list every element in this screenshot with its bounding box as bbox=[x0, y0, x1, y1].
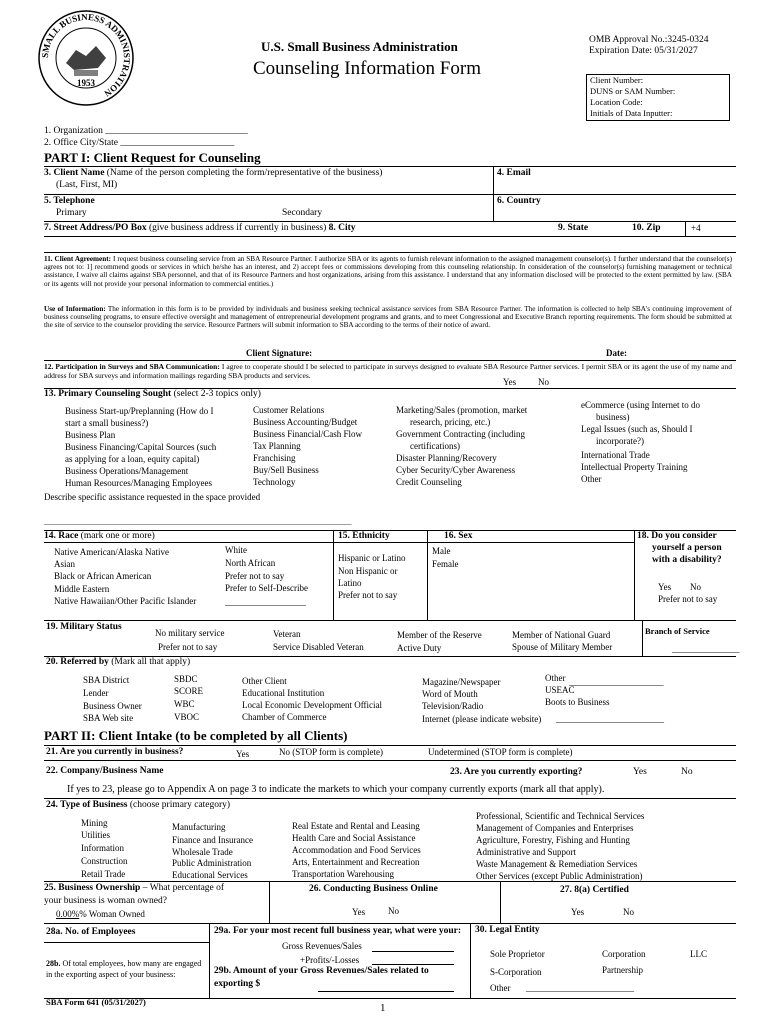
online-no[interactable]: No bbox=[388, 906, 399, 916]
military-heading: 19. Military Status bbox=[46, 622, 122, 632]
export-employees-field[interactable]: 28b. Of total employees, how many are engaged in the exporting aspect of your business: bbox=[46, 959, 202, 979]
appendix-instruction: If yes to 23, please go to Appendix A on page 3 to indicate the markets to which your company currently exports (mark all that apply). bbox=[67, 784, 605, 795]
profits-losses-field[interactable]: +Profits/-Losses bbox=[300, 955, 360, 965]
ref-other-line[interactable]: _____________________ bbox=[569, 677, 664, 687]
ref-sba-website[interactable]: SBA Web site bbox=[83, 713, 134, 723]
military-active-duty[interactable]: Active Duty bbox=[397, 643, 442, 653]
topic-operations[interactable]: Business Operations/Management bbox=[65, 466, 189, 476]
employees-field[interactable]: 28a. No. of Employees bbox=[46, 927, 136, 937]
8a-heading: 27. 8(a) Certified bbox=[560, 885, 629, 895]
biz-information[interactable]: Information bbox=[81, 843, 124, 853]
topic-other[interactable]: Other bbox=[581, 474, 602, 484]
referred-by-heading: 20. Referred by (Mark all that apply) bbox=[46, 657, 191, 667]
sex-heading: 16. Sex bbox=[444, 531, 473, 541]
client-name-label[interactable]: 3. Client Name (Name of the person completing the form/representative of the business) bbox=[44, 168, 383, 178]
biz-manufacturing[interactable]: Manufacturing bbox=[172, 822, 226, 832]
svg-text:SMALL BUSINESS ADMINISTRATION: SMALL BUSINESS ADMINISTRATION bbox=[39, 11, 133, 99]
woman-owned-value: 0.00% bbox=[56, 909, 80, 919]
biz-utilities[interactable]: Utilities bbox=[81, 830, 110, 840]
counseling-sought-heading: 13. Primary Counseling Sought (select 2-3 topics only) bbox=[44, 389, 261, 399]
initials-field[interactable]: Initials of Data Inputter: bbox=[590, 108, 673, 118]
signature-date-field[interactable]: Date: bbox=[606, 348, 627, 358]
topic-accounting[interactable]: Business Accounting/Budget bbox=[253, 417, 358, 427]
biz-professional[interactable]: Professional, Scientific and Technical Services bbox=[476, 811, 645, 821]
race-native-american[interactable]: Native American/Alaska Native bbox=[54, 547, 169, 557]
biz-agriculture[interactable]: Agriculture, Forestry, Fishing and Hunting bbox=[476, 835, 630, 845]
ref-internet-line[interactable]: ________________________ bbox=[556, 714, 664, 724]
topic-startup[interactable]: Business Start-up/Preplanning (How do I bbox=[65, 406, 214, 416]
ref-chamber[interactable]: Chamber of Commerce bbox=[242, 712, 327, 722]
military-disabled-veteran[interactable]: Service Disabled Veteran bbox=[273, 642, 364, 652]
biz-retail[interactable]: Retail Trade bbox=[81, 869, 126, 879]
sba-seal-logo bbox=[36, 8, 136, 108]
biz-finance[interactable]: Finance and Insurance bbox=[172, 835, 253, 845]
disability-yes[interactable]: Yes bbox=[658, 582, 672, 592]
biz-other-services[interactable]: Other Services (except Public Administration) bbox=[476, 871, 643, 881]
form-title: Counseling Information Form bbox=[253, 58, 481, 79]
topic-legal-cont: incorporate?) bbox=[596, 436, 644, 446]
country-field[interactable]: 6. Country bbox=[497, 196, 541, 206]
online-yes[interactable]: Yes bbox=[352, 907, 366, 917]
race-self-describe[interactable]: Prefer to Self-Describe bbox=[225, 583, 308, 593]
topic-cyber[interactable]: Cyber Security/Cyber Awareness bbox=[396, 465, 516, 475]
ref-other-client[interactable]: Other Client bbox=[242, 676, 287, 686]
svg-text:1953: 1953 bbox=[77, 78, 95, 88]
describe-assistance: Describe specific assistance requested in the space provided bbox=[44, 492, 261, 502]
biz-real-estate[interactable]: Real Estate and Rental and Leasing bbox=[292, 821, 420, 831]
ref-score[interactable]: SCORE bbox=[174, 686, 204, 696]
ethnicity-non-hispanic-cont: Latino bbox=[338, 578, 362, 588]
topic-human-resources[interactable]: Human Resources/Managing Employees bbox=[65, 478, 212, 488]
topic-gov-contracting-cont: certifications) bbox=[410, 441, 460, 451]
in-business-undetermined[interactable]: Undetermined (STOP form is complete) bbox=[428, 747, 573, 757]
ownership-heading-cont: your business is woman owned? bbox=[44, 896, 167, 906]
race-white[interactable]: White bbox=[225, 545, 247, 555]
email-field[interactable]: 4. Email bbox=[497, 168, 531, 178]
biz-wholesale[interactable]: Wholesale Trade bbox=[172, 847, 233, 857]
military-none[interactable]: No military service bbox=[155, 628, 225, 638]
survey-yes-option[interactable]: Yes bbox=[503, 377, 517, 387]
military-prefer-not[interactable]: Prefer not to say bbox=[158, 642, 218, 652]
disability-prefer-not[interactable]: Prefer not to say bbox=[658, 594, 718, 604]
street-address-field[interactable]: 7. Street Address/PO Box (give business address if currently in business) 8. City bbox=[44, 223, 356, 233]
omb-approval: OMB Approval No.:3245-0324 bbox=[589, 35, 709, 45]
ethnicity-prefer-not[interactable]: Prefer not to say bbox=[338, 590, 398, 600]
client-agreement: 11. Client Agreement: I request business counseling service from an SBA Resource Partner. I authorize SBA or its agents to furnish relevant information to the assigned management counselor(s). I further understand that the counselor(s) agrees not to: 1] recommend goods or services in which he/she has an interest, and 2) accept fees or commissions developing from this counseling relationship. In consideration of the counselor(s) furnishing management or technical assistance, I waive all claims against SBA personnel, and that of its Resource Partners and host organizations, arising from this assistance. I understand that any information disclosed will be protected to the extent permitted by law. (SBA or its agents will not provide your personal information to commercial entities.) bbox=[44, 255, 733, 288]
ethnicity-heading: 15. Ethnicity bbox=[338, 531, 390, 541]
in-business-question: 21. Are you currently in business? bbox=[46, 747, 184, 757]
ethnicity-hispanic[interactable]: Hispanic or Latino bbox=[338, 553, 406, 563]
topic-startup-cont: start a small business?) bbox=[65, 418, 149, 428]
biz-arts[interactable]: Arts, Entertainment and Recreation bbox=[292, 857, 420, 867]
topic-financing[interactable]: Business Financing/Capital Sources (such bbox=[65, 442, 217, 452]
topic-buy-sell[interactable]: Buy/Sell Business bbox=[253, 465, 319, 475]
topic-business-plan[interactable]: Business Plan bbox=[65, 430, 116, 440]
topic-tax-planning[interactable]: Tax Planning bbox=[253, 441, 301, 451]
gross-revenue-field[interactable]: Gross Revenues/Sales bbox=[282, 941, 362, 951]
business-type-heading: 24. Type of Business (choose primary category) bbox=[46, 800, 231, 810]
topic-ip-training[interactable]: Intellectual Property Training bbox=[581, 462, 688, 472]
branch-of-service: Branch of Service bbox=[645, 626, 710, 636]
sex-female[interactable]: Female bbox=[432, 559, 459, 569]
topic-financing-cont: as applying for a loan, equity capital) bbox=[65, 454, 200, 464]
exporting-yes[interactable]: Yes bbox=[633, 767, 647, 777]
biz-health-care[interactable]: Health Care and Social Assistance bbox=[292, 833, 416, 843]
survey-no-option[interactable]: No bbox=[538, 377, 549, 387]
exporting-question: 23. Are you currently exporting? bbox=[450, 767, 583, 777]
form-id: SBA Form 641 (05/31/2027) bbox=[46, 997, 146, 1007]
survey-participation: 12. Participation in Surveys and SBA Communication: I agree to cooperate should I be selected to participate in surveys designed to evaluate SBA Resource Partner services. I permit SBA or its agent the use of my name and address for SBA surveys and information mailings regarding SBA products and services. bbox=[44, 362, 732, 380]
state-field[interactable]: 9. State bbox=[558, 223, 589, 233]
race-north-african[interactable]: North African bbox=[225, 558, 276, 568]
ref-television[interactable]: Television/Radio bbox=[422, 701, 484, 711]
telephone-field[interactable]: 5. Telephone bbox=[44, 196, 95, 206]
race-heading: 14. Race (mark one or more) bbox=[44, 531, 155, 541]
topic-gov-contracting[interactable]: Government Contracting (including bbox=[396, 429, 525, 439]
military-reserve[interactable]: Member of the Reserve bbox=[397, 630, 482, 640]
exporting-no[interactable]: No bbox=[681, 767, 693, 777]
use-of-information: Use of Information: The information in this form is to be provided by individuals and business seeking technical assistance services from SBA Resource Partner. The information is collected to help SBA's continuing improvement of business counseling programs, to ensure effective oversight and management of entrepreneurial development programs and grants, and to meet Congressional and Executive Branch reporting requirements. The form should be submitted at the site of service to the counselor providing the service. Resource Partners will submit information to SBA according to the terms of their notice of award. bbox=[44, 305, 733, 330]
disability-heading-1: 18. Do you consider bbox=[637, 531, 717, 541]
biz-management[interactable]: Management of Companies and Enterprises bbox=[476, 823, 634, 833]
race-self-describe-line[interactable]: __________________ bbox=[225, 597, 306, 607]
race-pacific-islander[interactable]: Native Hawaiian/Other Pacific Islander bbox=[54, 596, 197, 606]
ownership-heading: 25. Business Ownership – What percentage of bbox=[44, 883, 225, 893]
biz-educational[interactable]: Educational Services bbox=[172, 870, 248, 880]
topic-marketing[interactable]: Marketing/Sales (promotion, market bbox=[396, 405, 528, 415]
expiration-date: Expiration Date: 05/31/2027 bbox=[589, 46, 698, 56]
zip-field[interactable]: 10. Zip bbox=[632, 223, 661, 233]
client-number-field[interactable]: Client Number: bbox=[590, 75, 644, 85]
disability-heading-3: with a disability? bbox=[652, 555, 722, 565]
legal-partnership[interactable]: Partnership bbox=[602, 965, 643, 975]
ref-boots[interactable]: Boots to Business bbox=[545, 697, 610, 707]
topic-disaster[interactable]: Disaster Planning/Recovery bbox=[396, 453, 497, 463]
topic-legal[interactable]: Legal Issues (such as, Should I bbox=[581, 424, 693, 434]
page-number: 1 bbox=[380, 1002, 386, 1014]
company-name-field[interactable]: 22. Company/Business Name bbox=[46, 766, 164, 776]
export-revenue-field[interactable]: 29b. Amount of your Gross Revenues/Sales related to exporting $ bbox=[214, 966, 429, 990]
ref-sba-district[interactable]: SBA District bbox=[83, 675, 130, 685]
ref-internet[interactable]: Internet (please indicate website) bbox=[422, 714, 542, 724]
legal-entity-heading: 30. Legal Entity bbox=[475, 925, 540, 935]
topic-customer-relations[interactable]: Customer Relations bbox=[253, 405, 325, 415]
topic-technology[interactable]: Technology bbox=[253, 477, 296, 487]
military-spouse[interactable]: Spouse of Military Member bbox=[512, 642, 613, 652]
military-national-guard[interactable]: Member of National Guard bbox=[512, 630, 611, 640]
legal-other-line[interactable]: ________________________ bbox=[526, 983, 634, 993]
biz-administrative[interactable]: Administrative and Support bbox=[476, 847, 576, 857]
legal-s-corporation[interactable]: S-Corporation bbox=[490, 967, 542, 977]
secondary-phone[interactable]: Secondary bbox=[282, 208, 323, 218]
ethnicity-non-hispanic[interactable]: Non Hispanic or bbox=[338, 566, 398, 576]
topic-marketing-cont: research, pricing, etc.) bbox=[410, 417, 491, 427]
duns-field[interactable]: DUNS or SAM Number: bbox=[590, 86, 676, 96]
branch-of-service-line[interactable]: _______________ bbox=[672, 644, 740, 654]
ref-magazine[interactable]: Magazine/Newspaper bbox=[422, 677, 501, 687]
primary-phone[interactable]: Primary bbox=[56, 208, 87, 218]
topic-ecommerce-cont: business) bbox=[596, 412, 630, 422]
8a-no[interactable]: No bbox=[623, 907, 634, 917]
biz-public-admin[interactable]: Public Administration bbox=[172, 858, 252, 868]
zip-plus4-field[interactable]: +4 bbox=[691, 223, 701, 233]
topic-franchising[interactable]: Franchising bbox=[253, 453, 296, 463]
ref-wbc[interactable]: WBC bbox=[174, 699, 195, 709]
military-veteran[interactable]: Veteran bbox=[273, 629, 301, 639]
agency-name: U.S. Small Business Administration bbox=[261, 39, 458, 54]
race-prefer-not[interactable]: Prefer not to say bbox=[225, 571, 285, 581]
topic-cash-flow[interactable]: Business Financial/Cash Flow bbox=[253, 429, 363, 439]
biz-mining[interactable]: Mining bbox=[81, 818, 108, 828]
8a-yes[interactable]: Yes bbox=[571, 907, 585, 917]
client-signature-field[interactable]: Client Signature: bbox=[246, 348, 313, 358]
race-black[interactable]: Black or African American bbox=[54, 571, 152, 581]
client-name-sub: (Last, First, MI) bbox=[56, 180, 118, 190]
race-middle-eastern[interactable]: Middle Eastern bbox=[54, 584, 110, 594]
part1-title: PART I: Client Request for Counseling bbox=[44, 150, 261, 165]
ref-useac[interactable]: USEAC bbox=[545, 685, 575, 695]
ref-vboc[interactable]: VBOC bbox=[174, 712, 200, 722]
topic-credit[interactable]: Credit Counseling bbox=[396, 477, 462, 487]
biz-waste[interactable]: Waste Management & Remediation Services bbox=[476, 859, 638, 869]
ref-economic-dev[interactable]: Local Economic Development Official bbox=[242, 700, 383, 710]
ref-lender[interactable]: Lender bbox=[83, 688, 109, 698]
disability-no[interactable]: No bbox=[690, 582, 701, 592]
race-asian[interactable]: Asian bbox=[54, 559, 75, 569]
legal-corporation[interactable]: Corporation bbox=[602, 949, 646, 959]
topic-ecommerce[interactable]: eCommerce (using Internet to do bbox=[581, 400, 700, 410]
ref-word-of-mouth[interactable]: Word of Mouth bbox=[422, 689, 478, 699]
ref-business-owner[interactable]: Business Owner bbox=[83, 701, 142, 711]
online-heading: 26. Conducting Business Online bbox=[309, 884, 438, 894]
office-field[interactable]: 2. Office City/State ________________________ bbox=[44, 138, 235, 148]
topic-international[interactable]: International Trade bbox=[581, 450, 650, 460]
legal-other[interactable]: Other bbox=[490, 983, 511, 993]
part2-title: PART II: Client Intake (to be completed by all Clients) bbox=[44, 728, 348, 743]
biz-construction[interactable]: Construction bbox=[81, 856, 128, 866]
sex-male[interactable]: Male bbox=[432, 546, 451, 556]
disability-heading-2: yourself a person bbox=[652, 543, 722, 553]
in-business-yes[interactable]: Yes bbox=[236, 749, 250, 759]
describe-input-line[interactable]: ________________________________________________________________________________________________ bbox=[44, 518, 352, 526]
legal-llc[interactable]: LLC bbox=[690, 949, 707, 959]
biz-transportation[interactable]: Transportation Warehousing bbox=[292, 869, 395, 879]
ref-sbdc[interactable]: SBDC bbox=[174, 674, 198, 684]
biz-accommodation[interactable]: Accommodation and Food Services bbox=[292, 845, 421, 855]
location-code-field[interactable]: Location Code: bbox=[590, 97, 643, 107]
ref-educational[interactable]: Educational Institution bbox=[242, 688, 325, 698]
legal-sole-proprietor[interactable]: Sole Proprietor bbox=[490, 949, 545, 959]
ref-other[interactable]: Other bbox=[545, 673, 566, 683]
in-business-no[interactable]: No (STOP form is complete) bbox=[279, 747, 383, 757]
revenue-question: 29a. For your most recent full business year, what were your: bbox=[214, 926, 461, 936]
organization-field[interactable]: 1. Organization ______________________________ bbox=[44, 126, 248, 136]
woman-owned-field[interactable]: 0.00%% Woman Owned bbox=[56, 909, 145, 919]
